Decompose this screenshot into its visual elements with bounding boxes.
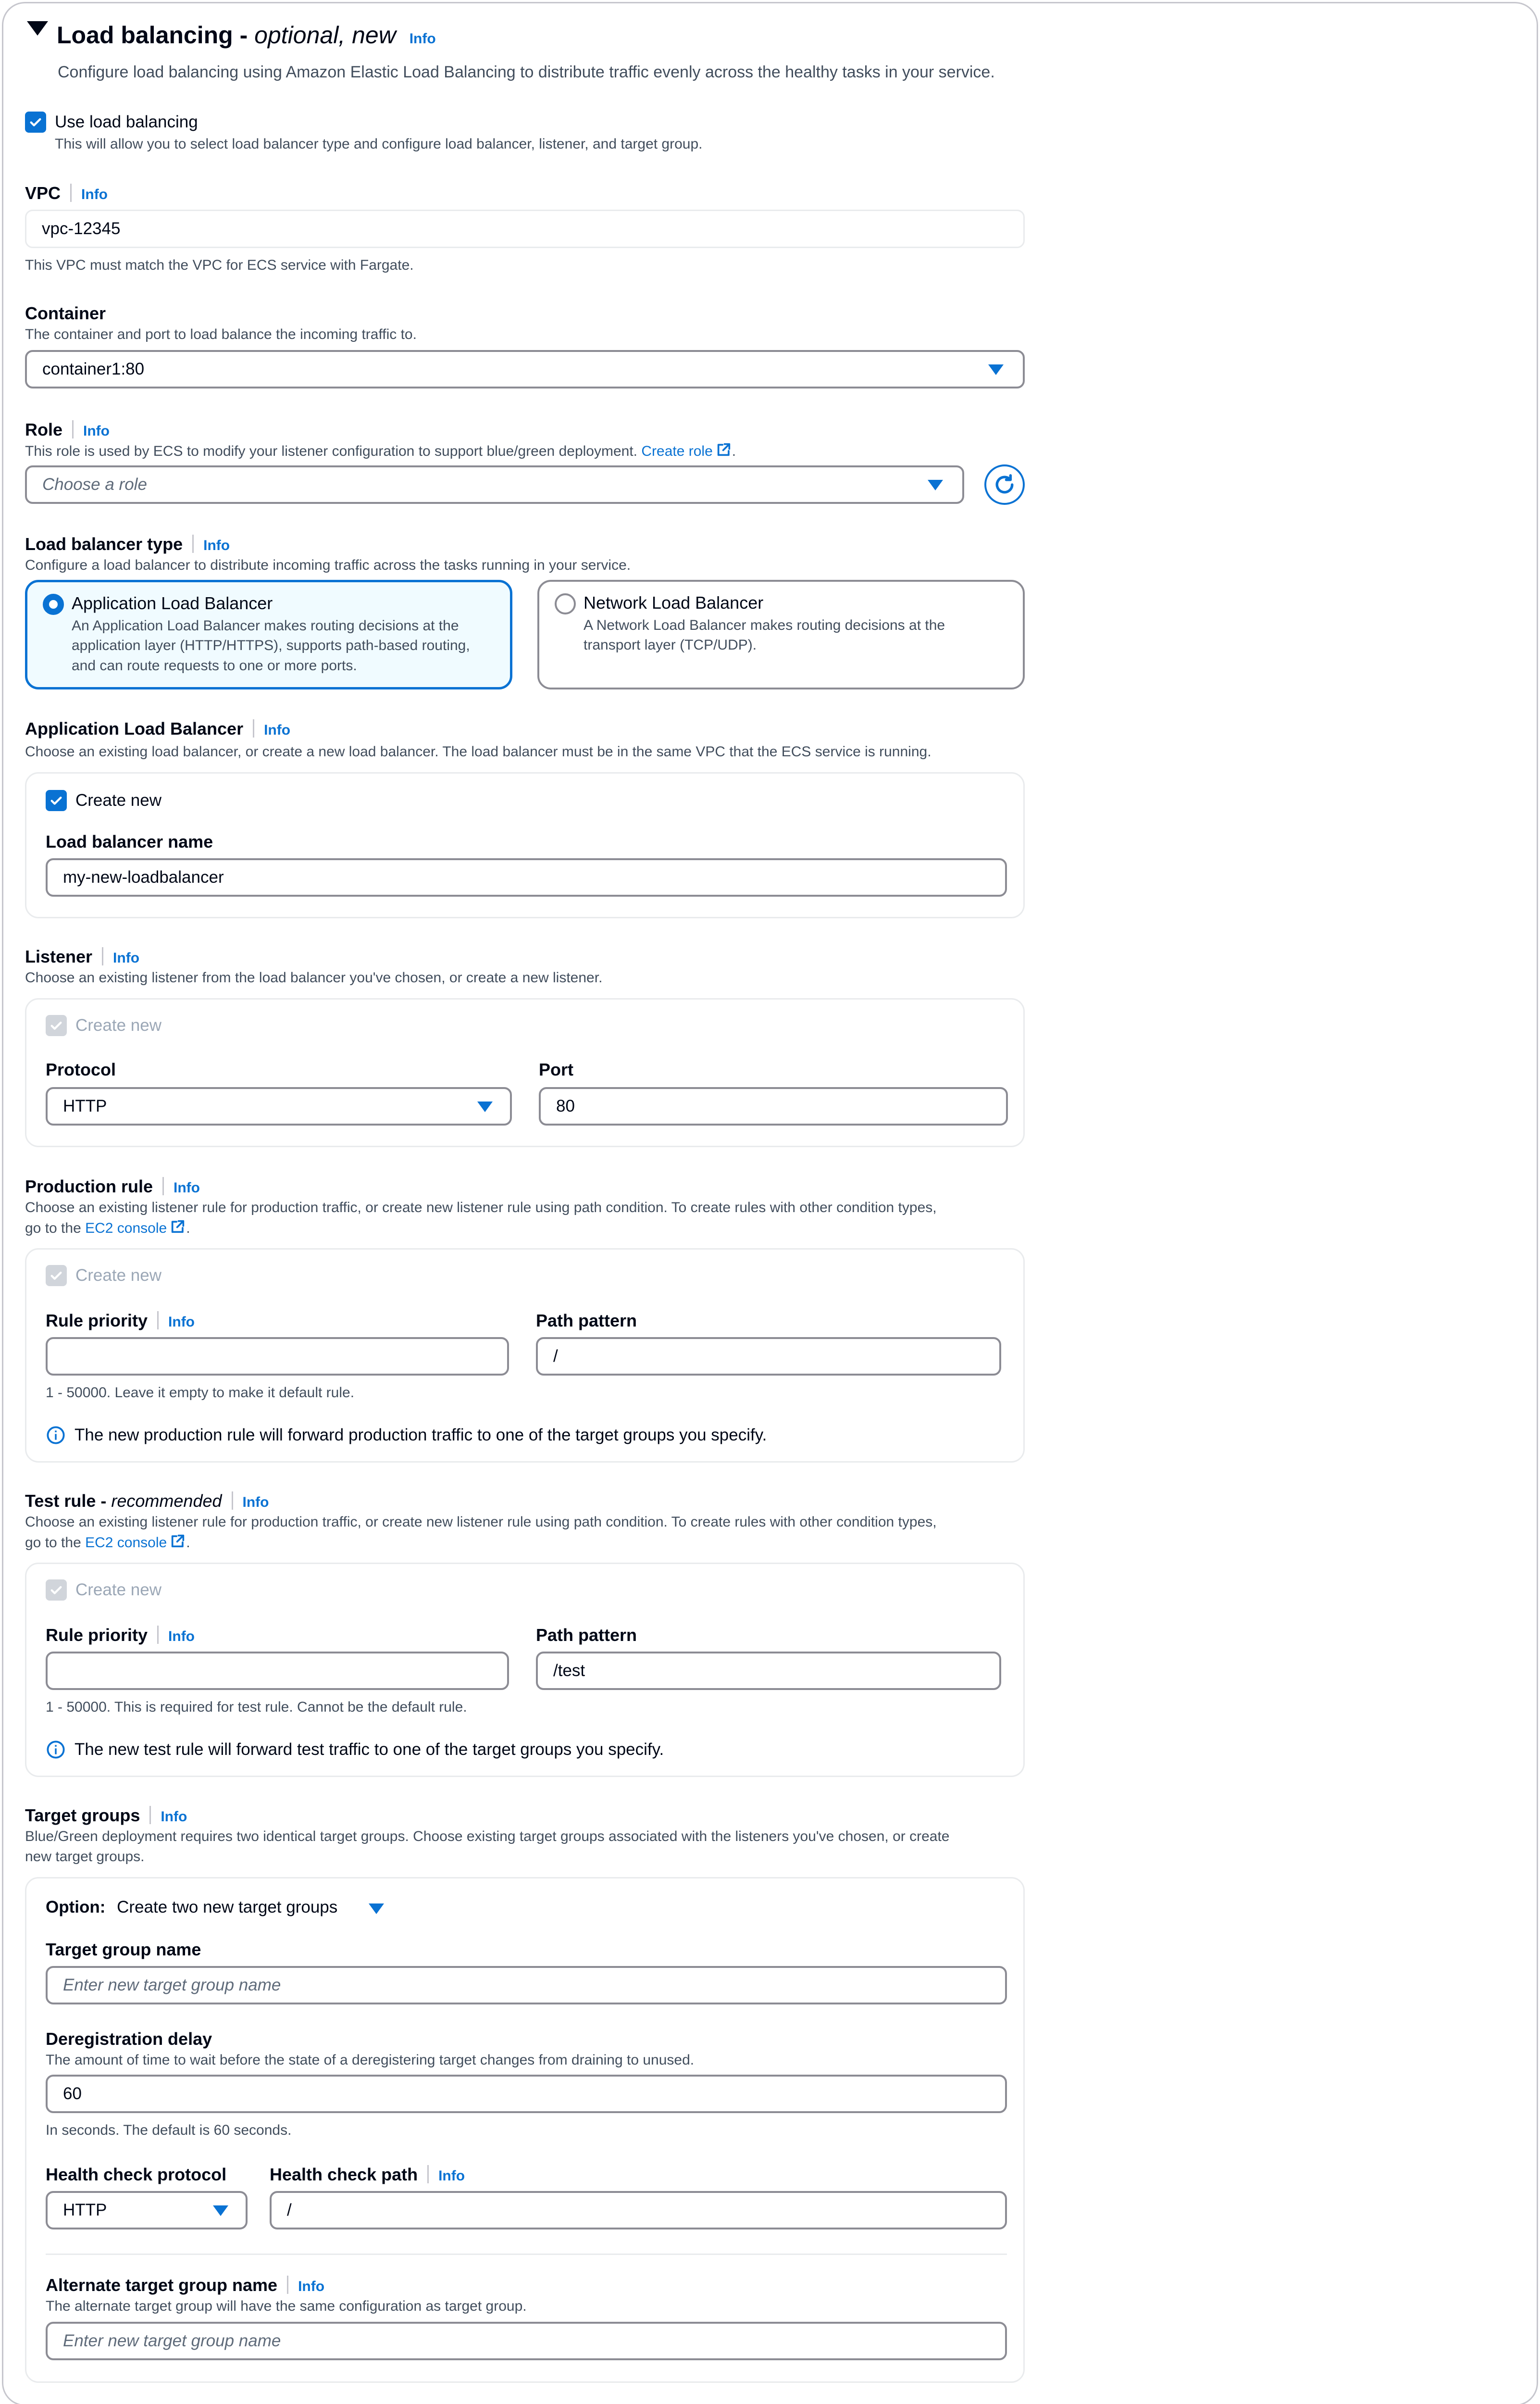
test-rule-alert-text: The new test rule will forward test traffic to one of the target groups you specify.: [75, 1740, 664, 1759]
production-path-input[interactable]: [536, 1337, 1001, 1376]
alb-create-new-checkbox[interactable]: [46, 790, 67, 811]
production-priority-info-link[interactable]: Info: [168, 1314, 195, 1330]
production-rule-desc-prefix: go to the: [25, 1220, 81, 1236]
protocol-select[interactable]: [46, 1087, 512, 1126]
use-load-balancing-label[interactable]: Use load balancing: [55, 113, 198, 131]
test-rule-alert: [46, 1738, 664, 1761]
production-priority-label-row: [46, 1309, 195, 1333]
deregistration-delay-description: The amount of time to wait before the state of a deregistering target changes from draining to unused.: [46, 2052, 695, 2068]
ec2-console-link-text: EC2 console: [85, 1220, 167, 1236]
test-rule-container: [25, 1563, 1025, 1777]
radio-application-lb[interactable]: [43, 594, 64, 615]
production-rule-alert-text: The new production rule will forward production traffic to one of the target groups you specify.: [75, 1426, 767, 1444]
test-rule-desc-prefix: go to the: [25, 1535, 81, 1551]
lb-type-description: Configure a load balancer to distribute incoming traffic across the tasks running in your service.: [25, 557, 631, 573]
production-rule-alert: [46, 1424, 767, 1446]
ec2-console-link-text: EC2 console: [85, 1535, 167, 1551]
test-priority-label-row: [46, 1624, 195, 1647]
alternate-target-group-label-row: [46, 2274, 324, 2297]
section-title-text: Load balancing -: [57, 22, 248, 49]
test-path-input[interactable]: [536, 1652, 1001, 1690]
health-check-path-value: /: [287, 2201, 292, 2220]
role-description-suffix: .: [732, 443, 736, 459]
section-title[interactable]: [57, 19, 436, 52]
vpc-hint: This VPC must match the VPC for ECS service with Fargate.: [25, 257, 414, 273]
alb-description: Choose an existing load balancer, or create a new load balancer. The load balancer must be in the same VPC that the ECS service is running.: [25, 744, 931, 760]
external-link-icon: [170, 1218, 186, 1235]
radio-network-lb[interactable]: [555, 593, 576, 614]
vpc-value: vpc-12345: [42, 219, 121, 238]
collapse-caret-icon[interactable]: [27, 21, 48, 36]
external-link-icon: [170, 1533, 186, 1549]
info-circle-icon: [46, 1425, 66, 1445]
health-check-protocol-select[interactable]: [46, 2191, 248, 2229]
listener-create-new-label: Create new: [75, 1016, 161, 1035]
checkmark-icon: [49, 1582, 64, 1598]
protocol-label: Protocol: [46, 1060, 116, 1079]
target-group-name-placeholder: Enter new target group name: [63, 1976, 281, 1995]
listener-create-new-checkbox: [46, 1015, 67, 1036]
port-label: Port: [539, 1060, 573, 1079]
target-groups-label-row: [25, 1804, 187, 1828]
divider: [46, 2254, 1007, 2255]
port-input[interactable]: [539, 1087, 1008, 1126]
port-value: 80: [556, 1097, 575, 1116]
alb-container: [25, 772, 1025, 918]
listener-label-row: [25, 945, 139, 969]
role-placeholder: Choose a role: [42, 475, 147, 494]
production-priority-hint: 1 - 50000. Leave it empty to make it default rule.: [46, 1385, 355, 1401]
test-rule-desc-suffix: .: [186, 1535, 190, 1551]
checkmark-icon: [28, 114, 43, 130]
production-rule-label: Production rule: [25, 1177, 153, 1196]
test-priority-info-link[interactable]: Info: [168, 1628, 195, 1644]
health-check-protocol-label: Health check protocol: [46, 2165, 227, 2184]
health-check-path-info-link[interactable]: Info: [438, 2168, 465, 2184]
tile-description-network: [584, 615, 945, 655]
target-groups-info-link[interactable]: Info: [161, 1809, 187, 1825]
tile-desc-line: application layer (HTTP/HTTPS), supports path-based routing,: [72, 638, 470, 654]
deregistration-delay-value: 60: [63, 2084, 82, 2104]
test-priority-hint: 1 - 50000. This is required for test rule. Cannot be the default rule.: [46, 1699, 467, 1715]
target-groups-description: Blue/Green deployment requires two identical target groups. Choose existing target groups associated with the listeners you've chosen, or create: [25, 1828, 950, 1844]
role-description-row: [25, 441, 736, 462]
refresh-roles-button[interactable]: [984, 464, 1025, 505]
checkmark-icon: [49, 1018, 64, 1033]
test-rule-info-link[interactable]: Info: [242, 1494, 269, 1510]
production-path-value: /: [553, 1347, 558, 1366]
ec2-console-link[interactable]: [85, 1535, 186, 1551]
health-check-path-label: Health check path: [270, 2165, 418, 2184]
production-create-new-label: Create new: [75, 1266, 161, 1285]
test-rule-label: Test rule -: [25, 1491, 107, 1511]
test-rule-description: Choose an existing listener rule for production traffic, or create new listener rule using path condition. To create rules with other condition types,: [25, 1514, 937, 1530]
listener-label: Listener: [25, 947, 93, 966]
checkmark-icon: [49, 1268, 64, 1283]
lb-type-tile-network[interactable]: [537, 580, 1025, 689]
lb-type-label-row: [25, 533, 230, 556]
test-path-label: Path pattern: [536, 1625, 637, 1645]
tile-desc-line: and can route requests to one or more ports.: [72, 657, 357, 674]
health-check-path-input[interactable]: [270, 2191, 1007, 2229]
chevron-down-icon: [928, 480, 943, 490]
target-group-option-selector[interactable]: [46, 1896, 337, 1918]
tile-description-application: [72, 616, 470, 676]
production-priority-label: Rule priority: [46, 1311, 148, 1330]
target-groups-container: [25, 1877, 1025, 2383]
ec2-console-link[interactable]: [85, 1220, 186, 1236]
container-label: Container: [25, 303, 106, 323]
vpc-label-row: [25, 182, 108, 205]
refresh-icon: [992, 472, 1018, 498]
option-label: Option:: [46, 1898, 106, 1916]
lb-type-tile-application[interactable]: [25, 580, 512, 689]
role-select[interactable]: [25, 465, 964, 504]
alternate-target-group-name-input[interactable]: [46, 2322, 1007, 2360]
target-group-name-input[interactable]: [46, 1966, 1007, 2004]
create-role-link[interactable]: [641, 443, 732, 459]
listener-description: Choose an existing listener from the load balancer you've chosen, or create a new listener.: [25, 970, 603, 986]
production-rule-info-link[interactable]: Info: [174, 1180, 200, 1196]
lb-name-value: my-new-loadbalancer: [63, 868, 224, 887]
lb-type-info-link[interactable]: Info: [203, 538, 230, 553]
health-check-path-label-row: [270, 2163, 465, 2187]
alb-info-link[interactable]: Info: [264, 722, 291, 738]
target-groups-label: Target groups: [25, 1805, 140, 1825]
deregistration-delay-hint: In seconds. The default is 60 seconds.: [46, 2122, 292, 2138]
section-title-emphasis: optional, new: [254, 22, 396, 49]
production-rule-label-row: [25, 1175, 200, 1199]
lb-name-label: Load balancer name: [46, 832, 213, 851]
checkmark-icon: [49, 793, 64, 808]
chevron-down-icon: [477, 1102, 493, 1112]
use-load-balancing-checkbox[interactable]: [25, 112, 46, 133]
production-path-label: Path pattern: [536, 1311, 637, 1330]
target-group-name-label: Target group name: [46, 1940, 201, 1959]
test-path-value: /test: [553, 1661, 585, 1680]
lb-type-label: Load balancer type: [25, 534, 183, 554]
tile-title-application: Application Load Balancer: [72, 593, 273, 613]
protocol-value: HTTP: [63, 1097, 107, 1116]
alternate-target-group-info-link[interactable]: Info: [298, 2279, 325, 2294]
production-create-new-checkbox: [46, 1265, 67, 1286]
section-info-link[interactable]: Info: [409, 31, 436, 47]
vpc-field: [25, 210, 1025, 248]
section-description: Configure load balancing using Amazon Elastic Load Balancing to distribute traffic evenly across the healthy tasks in your service.: [58, 63, 995, 81]
target-groups-description-line2: new target groups.: [25, 1849, 145, 1865]
production-rule-description: Choose an existing listener rule for production traffic, or create new listener rule using path condition. To create rules with other condition types,: [25, 1200, 937, 1215]
test-create-new-checkbox: [46, 1579, 67, 1601]
test-create-new-label: Create new: [75, 1580, 161, 1599]
test-priority-input[interactable]: [46, 1652, 509, 1690]
use-load-balancing-description: This will allow you to select load balancer type and configure load balancer, listener, and target group.: [55, 136, 703, 152]
container-select[interactable]: [25, 350, 1025, 388]
listener-info-link[interactable]: Info: [113, 950, 140, 966]
role-info-link[interactable]: Info: [83, 423, 110, 439]
vpc-label: VPC: [25, 183, 61, 203]
production-rule-container: [25, 1248, 1025, 1463]
create-role-link-text: Create role: [641, 443, 713, 459]
role-description: This role is used by ECS to modify your listener configuration to support blue/green deployment.: [25, 443, 638, 459]
chevron-down-icon: [213, 2205, 228, 2216]
external-link-icon: [716, 441, 732, 458]
tile-title-network: Network Load Balancer: [584, 593, 764, 613]
alternate-target-group-placeholder: Enter new target group name: [63, 2331, 281, 2351]
chevron-down-icon: [988, 364, 1004, 375]
test-priority-label: Rule priority: [46, 1625, 148, 1645]
production-rule-desc-suffix: .: [186, 1220, 190, 1236]
vpc-info-link[interactable]: Info: [81, 187, 108, 202]
info-circle-icon: [46, 1740, 66, 1760]
health-check-protocol-value: HTTP: [63, 2201, 107, 2220]
production-rule-description-line2: [25, 1218, 190, 1239]
test-rule-description-line2: [25, 1533, 190, 1553]
tile-desc-line: A Network Load Balancer makes routing decisions at the: [584, 617, 945, 633]
lb-name-input[interactable]: [46, 858, 1007, 897]
role-label-row: [25, 418, 110, 442]
chevron-down-icon[interactable]: [369, 1903, 384, 1914]
alternate-target-group-description: The alternate target group will have the same configuration as target group.: [46, 2298, 527, 2314]
container-selected-value: container1:80: [42, 360, 145, 379]
test-rule-label-row: [25, 1490, 269, 1513]
tile-desc-line: An Application Load Balancer makes routing decisions at the: [72, 618, 459, 634]
tile-desc-line: transport layer (TCP/UDP).: [584, 637, 757, 653]
deregistration-delay-label: Deregistration delay: [46, 2029, 212, 2049]
deregistration-delay-input[interactable]: [46, 2075, 1007, 2113]
production-priority-input[interactable]: [46, 1337, 509, 1376]
alb-label-row: [25, 717, 290, 741]
container-description: The container and port to load balance the incoming traffic to.: [25, 326, 417, 342]
alb-label: Application Load Balancer: [25, 719, 244, 739]
role-label: Role: [25, 420, 63, 439]
listener-container: [25, 998, 1025, 1147]
alternate-target-group-label: Alternate target group name: [46, 2275, 278, 2295]
test-rule-label-emphasis: recommended: [111, 1491, 222, 1511]
option-value: Create two new target groups: [117, 1898, 338, 1916]
alb-create-new-label[interactable]: Create new: [75, 791, 161, 810]
